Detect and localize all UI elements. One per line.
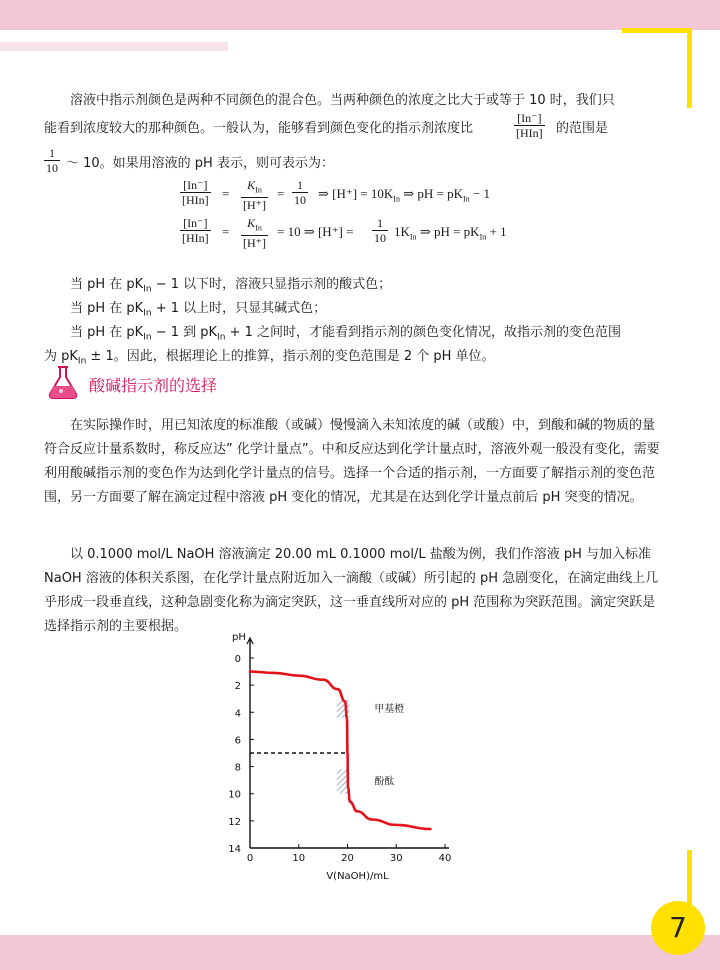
ratio-num: [In⁻]: [514, 111, 545, 126]
indicator-label-2: 酚酞: [374, 776, 395, 788]
x-tick-label-40: 40: [438, 853, 452, 864]
intro-line3: ～ 10。如果用溶液的 pH 表示，则可表示为：: [66, 156, 334, 171]
y-tick-label-6: 6: [234, 735, 241, 747]
eq1-frac2: [241, 178, 268, 212]
condition-2: 当 pH 在 $pK_{In} + 1$ 以上时，只显其碱式色；: [70, 301, 327, 319]
y-tick-label-14: 14: [228, 844, 241, 855]
y-tick-label-4: 4: [234, 708, 241, 720]
titration-curve-line: [250, 672, 430, 829]
condition-4: 为 $pK_{In} \pm 1$。因此，根据理论上的推算，指示剂的变色范围是 2 个 pH 单位。: [44, 349, 495, 367]
corner-bracket-top: [622, 28, 692, 33]
corner-bracket-top-vertical: [687, 28, 692, 108]
eq2-frac2-den: [H⁺]: [243, 236, 266, 251]
eq1-k: K: [247, 178, 256, 192]
x-tick-label-20: 20: [341, 853, 354, 864]
paragraph-2: 以 0.1000 mol/L NaOH 溶液滴定 20.00 mL 0.1000 mol/L 盐酸为例，我们作溶液 pH 与加入标准 NaOH 溶液的体积关系图，在化学计量点附近加入一滴酸（或碱）所引起的 pH 急剧变化，在滴定曲线上几乎形成一段垂直线，这种急剧变化称为滴定突跃，这一垂直线所对应的 pH 范围称为突跃范围。滴定突跃是选择指示剂的主要根据。: [44, 547, 659, 634]
y-tick-label-12: 12: [228, 816, 241, 828]
x-axis-label: V(NaOH)/mL: [326, 871, 389, 882]
x-tick-label-10: 10: [292, 853, 306, 864]
eq1-frac3: [292, 178, 308, 207]
eq2-frac2: [241, 216, 268, 250]
range-fraction: [44, 146, 60, 175]
indicator-label-1: 甲基橙: [374, 703, 405, 715]
eq2-eq-sign-1: =: [222, 224, 230, 239]
eq1-frac2-num: [241, 178, 268, 198]
section-title: 酸碱指示剂的选择: [89, 376, 218, 395]
x-tick-label-0: 0: [246, 853, 254, 864]
eq2-k: K: [247, 216, 256, 230]
condition-1: 当 pH 在 $pK_{In} - 1$ 以下时，溶液只显指示剂的酸式色；: [70, 277, 392, 295]
eq2-mid: = 10 ⇒ [H⁺] =: [277, 224, 354, 239]
eq1-frac1: [180, 178, 211, 207]
eq1-rest: ⇒ $[H^+] = 10K_{In}$ ⇒ pH = $pK_{In} - 1$: [318, 186, 490, 204]
intro-line2-text: 能看到浓度较大的那种颜色。一般认为，能够看到颜色变化的指示剂浓度比: [44, 121, 474, 136]
eq2-frac3-den: 10: [374, 231, 386, 245]
y-tick-label-2: 2: [234, 681, 241, 693]
eq2-rest: $1K_{In}$ ⇒ pH = $pK_{In} + 1$: [394, 224, 507, 242]
intro-line2-end: 的范围是: [556, 121, 609, 136]
eq2-frac3-num: 1: [372, 216, 388, 231]
range-num: 1: [44, 146, 60, 161]
condition-3: 当 pH 在 $pK_{In} - 1$ 到 $pK_{In} + 1$ 之间时，才能看到指示剂的颜色变化情况，故指示剂的变色范围: [70, 325, 621, 343]
eq1-eq-sign-2: =: [277, 186, 285, 201]
range-den: 10: [46, 161, 58, 175]
page-number: 7: [651, 901, 705, 955]
y-axis-label: pH: [232, 632, 246, 643]
eq1-frac3-num: 1: [292, 178, 308, 193]
ratio-den: [HIn]: [516, 126, 543, 140]
ratio-fraction: [514, 111, 545, 140]
eq2-frac1-num: [In⁻]: [180, 216, 211, 231]
decorative-stripe: [0, 42, 228, 51]
eq1-frac1-num: [In⁻]: [180, 178, 211, 193]
intro-line1: 溶液中指示剂颜色是两种不同颜色的混合色。当两种颜色的浓度之比大于或等于 10 时，我们只: [70, 93, 615, 108]
x-tick-label-30: 30: [389, 853, 403, 864]
flask-icon: [44, 364, 82, 400]
eq1-frac3-den: 10: [294, 193, 306, 207]
corner-bracket-bottom: [687, 850, 692, 910]
y-tick-label-0: 0: [234, 654, 241, 665]
titration-chart: [222, 628, 462, 890]
eq2-frac1: [180, 216, 211, 245]
y-tick-label-10: 10: [228, 789, 241, 801]
eq2-frac1-den: [HIn]: [182, 231, 209, 245]
eq1-eq-sign-1: =: [222, 186, 230, 201]
eq2-k-sub: In: [255, 223, 262, 233]
eq1-frac1-den: [HIn]: [182, 193, 209, 207]
paragraph-1: 在实际操作时，用已知浓度的标准酸（或碱）慢慢滴入未知浓度的碱（或酸）中，到酸和碱的物质的量符合反应计量系数时，称反应达” 化学计量点”。中和反应达到化学计量点时，溶液外观一般没有变化，需要利用酸碱指示剂的变色作为达到化学计量点的信号。选择一个合适的指示剂，一方面要了解指示剂的变色范围，另一方面要了解在滴定过程中溶液 pH 变化的情况，尤其是在达到化学计量点前后 pH 突变的情况。: [44, 418, 660, 505]
eq2-frac3: [372, 216, 388, 245]
eq1-frac2-den: [H⁺]: [243, 198, 266, 213]
eq1-k-sub: In: [255, 185, 262, 195]
y-tick-label-8: 8: [234, 762, 241, 774]
eq2-frac2-num: [241, 216, 268, 236]
